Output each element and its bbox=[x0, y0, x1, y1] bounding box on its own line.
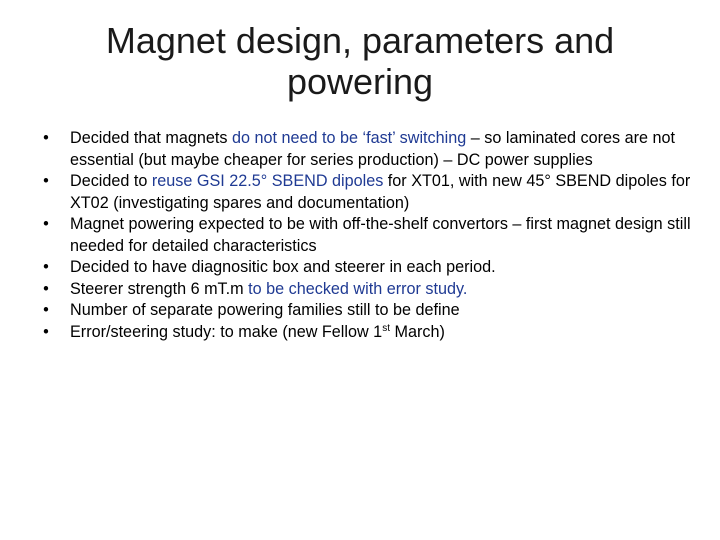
bullet-highlight: reuse GSI 22.5° SBEND dipoles bbox=[151, 172, 384, 190]
bullet-highlight: to be checked with error study. bbox=[248, 279, 468, 298]
bullet-text: Decided that magnets bbox=[70, 129, 232, 147]
bullet-dot: • bbox=[43, 279, 49, 298]
bullet-dot: • bbox=[43, 258, 49, 276]
bullet-highlight: do not need to be ‘fast’ switching bbox=[231, 129, 467, 147]
bullet-text: Number of separate powering families still to be define bbox=[70, 301, 460, 319]
bullet-text: Magnet powering expected to be with off-the-shelf convertors – first magnet design still needed for detailed characteristics bbox=[70, 215, 691, 255]
bullet-dot: • bbox=[43, 129, 49, 147]
bullet-item-6 bbox=[36, 300, 696, 322]
slide-title: Magnet design, parameters and powering bbox=[105, 20, 615, 102]
bullet-item-2 bbox=[36, 171, 696, 214]
bullet-dot: • bbox=[43, 301, 49, 319]
bullet-item-5 bbox=[36, 279, 696, 301]
bullet-item-7 bbox=[36, 322, 696, 344]
bullet-text: Steerer strength 6 mT.m bbox=[70, 279, 249, 298]
bullet-text: – so laminated cores are not essential (but maybe cheaper for series production) – DC power supplies bbox=[70, 129, 676, 169]
bullet-text: March) bbox=[389, 322, 445, 341]
bullet-text: Decided to have diagnositic box and steerer in each period. bbox=[70, 258, 496, 276]
bullet-text: Error/steering study: to make (new Fellow 1 bbox=[70, 322, 383, 341]
bullet-dot: • bbox=[43, 322, 49, 341]
bullet-item-1 bbox=[36, 128, 696, 171]
bullet-item-4 bbox=[36, 257, 696, 279]
bullet-dot: • bbox=[43, 172, 49, 190]
bullet-text: Decided to bbox=[70, 172, 152, 190]
bullet-list bbox=[36, 128, 696, 343]
ordinal-suffix: st bbox=[382, 322, 390, 334]
bullet-text: for XT01, with new 45° SBEND dipoles for XT02 (investigating spares and documentation) bbox=[70, 172, 691, 212]
bullet-item-3 bbox=[36, 214, 696, 257]
bullet-dot: • bbox=[43, 215, 49, 233]
